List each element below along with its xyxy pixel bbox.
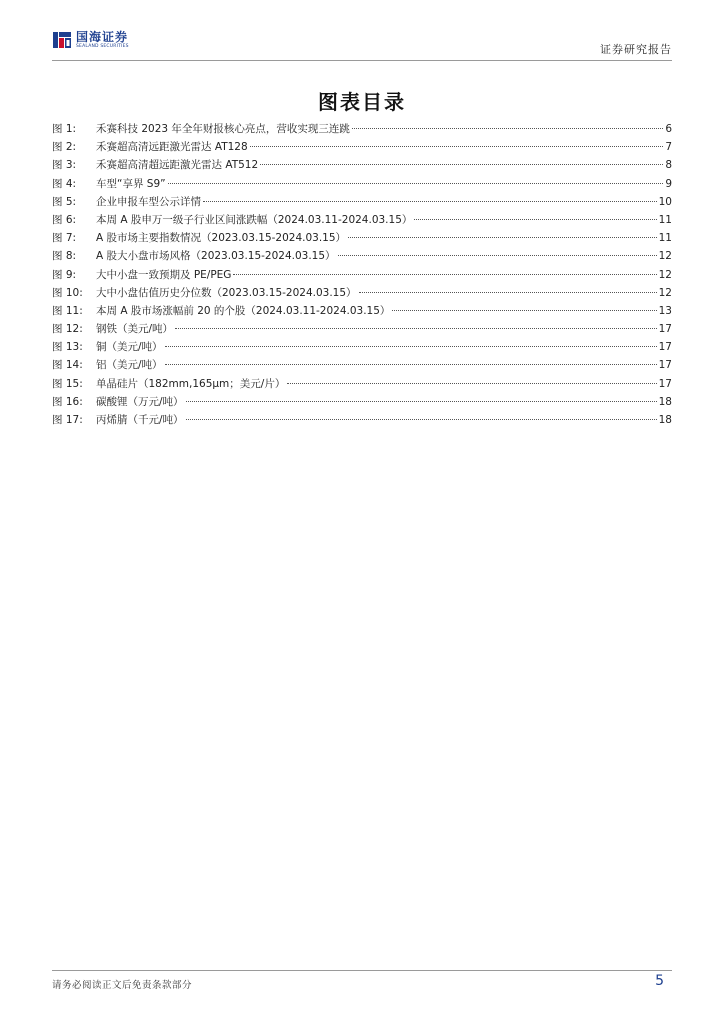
toc-entry-page: 12	[658, 286, 672, 299]
toc-entry-label: 图 12:	[52, 323, 83, 336]
toc-dot-leader	[287, 383, 656, 384]
toc-entry-title: 本周 A 股申万一级子行业区间涨跌幅（2024.03.11-2024.03.15）	[96, 213, 413, 226]
toc-entry-page: 17	[658, 323, 672, 336]
toc-dot-leader	[233, 274, 656, 275]
toc-entry-label: 图 11:	[52, 304, 83, 317]
toc-dot-leader	[165, 364, 657, 365]
toc-dot-leader	[168, 183, 664, 184]
toc-entry[interactable]	[52, 121, 672, 139]
toc-entry-label: 图 14:	[52, 359, 83, 372]
toc-entry-label: 图 6:	[52, 213, 77, 226]
page-footer	[52, 970, 672, 991]
toc-entry-label: 图 8:	[52, 250, 77, 263]
page-number: 5	[655, 973, 664, 989]
toc-entry-label: 图 7:	[52, 232, 77, 245]
company-logo	[52, 30, 129, 50]
toc-entry-title: 车型“享界 S9”	[96, 177, 166, 190]
toc-dot-leader	[186, 419, 657, 420]
toc-entry-title: 大中小盘估值历史分位数（2023.03.15-2024.03.15）	[96, 286, 357, 299]
page-header	[52, 28, 672, 61]
toc-entry-page: 11	[658, 232, 672, 245]
toc-dot-leader	[175, 328, 657, 329]
toc-entry[interactable]	[52, 139, 672, 157]
toc-dot-leader	[414, 219, 656, 220]
toc-entry-page: 17	[658, 359, 672, 372]
toc-dot-leader	[392, 310, 656, 311]
toc-dot-leader	[359, 292, 657, 293]
toc-entry[interactable]	[52, 248, 672, 266]
toc-entry-label: 图 3:	[52, 159, 77, 172]
toc-entry[interactable]	[52, 176, 672, 194]
toc-entry-label: 图 10:	[52, 286, 83, 299]
toc-entry-page: 6	[665, 123, 672, 135]
toc-entry[interactable]	[52, 212, 672, 230]
logo-english-name: SEALAND SECURITIES	[76, 43, 129, 49]
toc-entry-page: 18	[658, 395, 672, 408]
toc-entry[interactable]	[52, 394, 672, 412]
toc-entry[interactable]	[52, 339, 672, 357]
toc-dot-leader	[338, 255, 657, 256]
toc-entry-title: A 股大小盘市场风格（2023.03.15-2024.03.15）	[96, 250, 336, 263]
toc-entry[interactable]	[52, 376, 672, 394]
toc-entry-label: 图 1:	[52, 123, 77, 135]
toc-entry[interactable]	[52, 230, 672, 248]
toc-entry[interactable]	[52, 267, 672, 285]
toc-entry[interactable]	[52, 303, 672, 321]
toc-entry-label: 图 5:	[52, 195, 77, 208]
figure-toc-list	[52, 121, 672, 430]
toc-entry-page: 17	[658, 377, 672, 390]
toc-dot-leader	[250, 146, 664, 147]
toc-entry-title: 禾赛超高清超远距激光雷达 AT512	[96, 159, 259, 172]
toc-title: 图表目录	[318, 90, 406, 114]
toc-dot-leader	[260, 164, 663, 165]
toc-entry-page: 8	[665, 159, 672, 172]
disclaimer-note: 请务必阅读正文后免责条款部分	[52, 980, 193, 991]
toc-dot-leader	[348, 237, 657, 238]
toc-dot-leader	[186, 401, 657, 402]
toc-entry-title: 铜（美元/吨）	[96, 341, 163, 354]
logo-chinese-name: 国海证券	[76, 29, 129, 44]
toc-entry[interactable]	[52, 321, 672, 339]
toc-entry-title: 企业申报车型公示详情	[96, 195, 201, 208]
toc-entry-page: 17	[658, 341, 672, 354]
toc-entry-title: 单晶硅片（182mm,165μm；美元/片）	[96, 377, 286, 390]
toc-entry-page: 13	[658, 304, 672, 317]
toc-entry-title: 禾赛科技 2023 年全年财报核心亮点，营收实现三连跳	[96, 123, 350, 135]
toc-entry-label: 图 17:	[52, 414, 83, 426]
toc-entry-title: 禾赛超高清远距激光雷达 AT128	[96, 141, 248, 154]
toc-entry-page: 11	[658, 213, 672, 226]
toc-entry-page: 7	[665, 141, 672, 154]
toc-entry-page: 10	[658, 195, 672, 208]
toc-entry[interactable]	[52, 285, 672, 303]
toc-entry-label: 图 16:	[52, 395, 83, 408]
toc-entry[interactable]	[52, 357, 672, 375]
toc-entry-page: 18	[658, 414, 672, 426]
toc-entry-title: 丙烯腈（千元/吨）	[96, 414, 184, 426]
toc-entry-label: 图 9:	[52, 268, 77, 281]
toc-entry-title: A 股市场主要指数情况（2023.03.15-2024.03.15）	[96, 232, 347, 245]
toc-entry-page: 9	[665, 177, 672, 190]
toc-entry-label: 图 13:	[52, 341, 83, 354]
toc-entry-label: 图 15:	[52, 377, 83, 390]
toc-entry[interactable]	[52, 194, 672, 212]
toc-entry[interactable]	[52, 157, 672, 175]
toc-entry-label: 图 2:	[52, 141, 77, 154]
toc-entry-title: 碳酸锂（万元/吨）	[96, 395, 184, 408]
toc-entry-title: 大中小盘一致预期及 PE/PEG	[96, 268, 232, 281]
toc-entry-title: 本周 A 股市场涨幅前 20 的个股（2024.03.11-2024.03.15）	[96, 304, 391, 317]
report-type-label: 证券研究报告	[600, 43, 672, 56]
toc-entry-title: 铝（美元/吨）	[96, 359, 163, 372]
toc-dot-leader	[165, 346, 657, 347]
toc-dot-leader	[352, 128, 663, 129]
sealand-logo-icon	[52, 30, 72, 50]
toc-entry-label: 图 4:	[52, 177, 77, 190]
toc-entry-page: 12	[658, 250, 672, 263]
toc-entry-page: 12	[658, 268, 672, 281]
toc-entry-title: 钢铁（美元/吨）	[96, 323, 174, 336]
toc-entry[interactable]	[52, 412, 672, 430]
toc-dot-leader	[203, 201, 657, 202]
